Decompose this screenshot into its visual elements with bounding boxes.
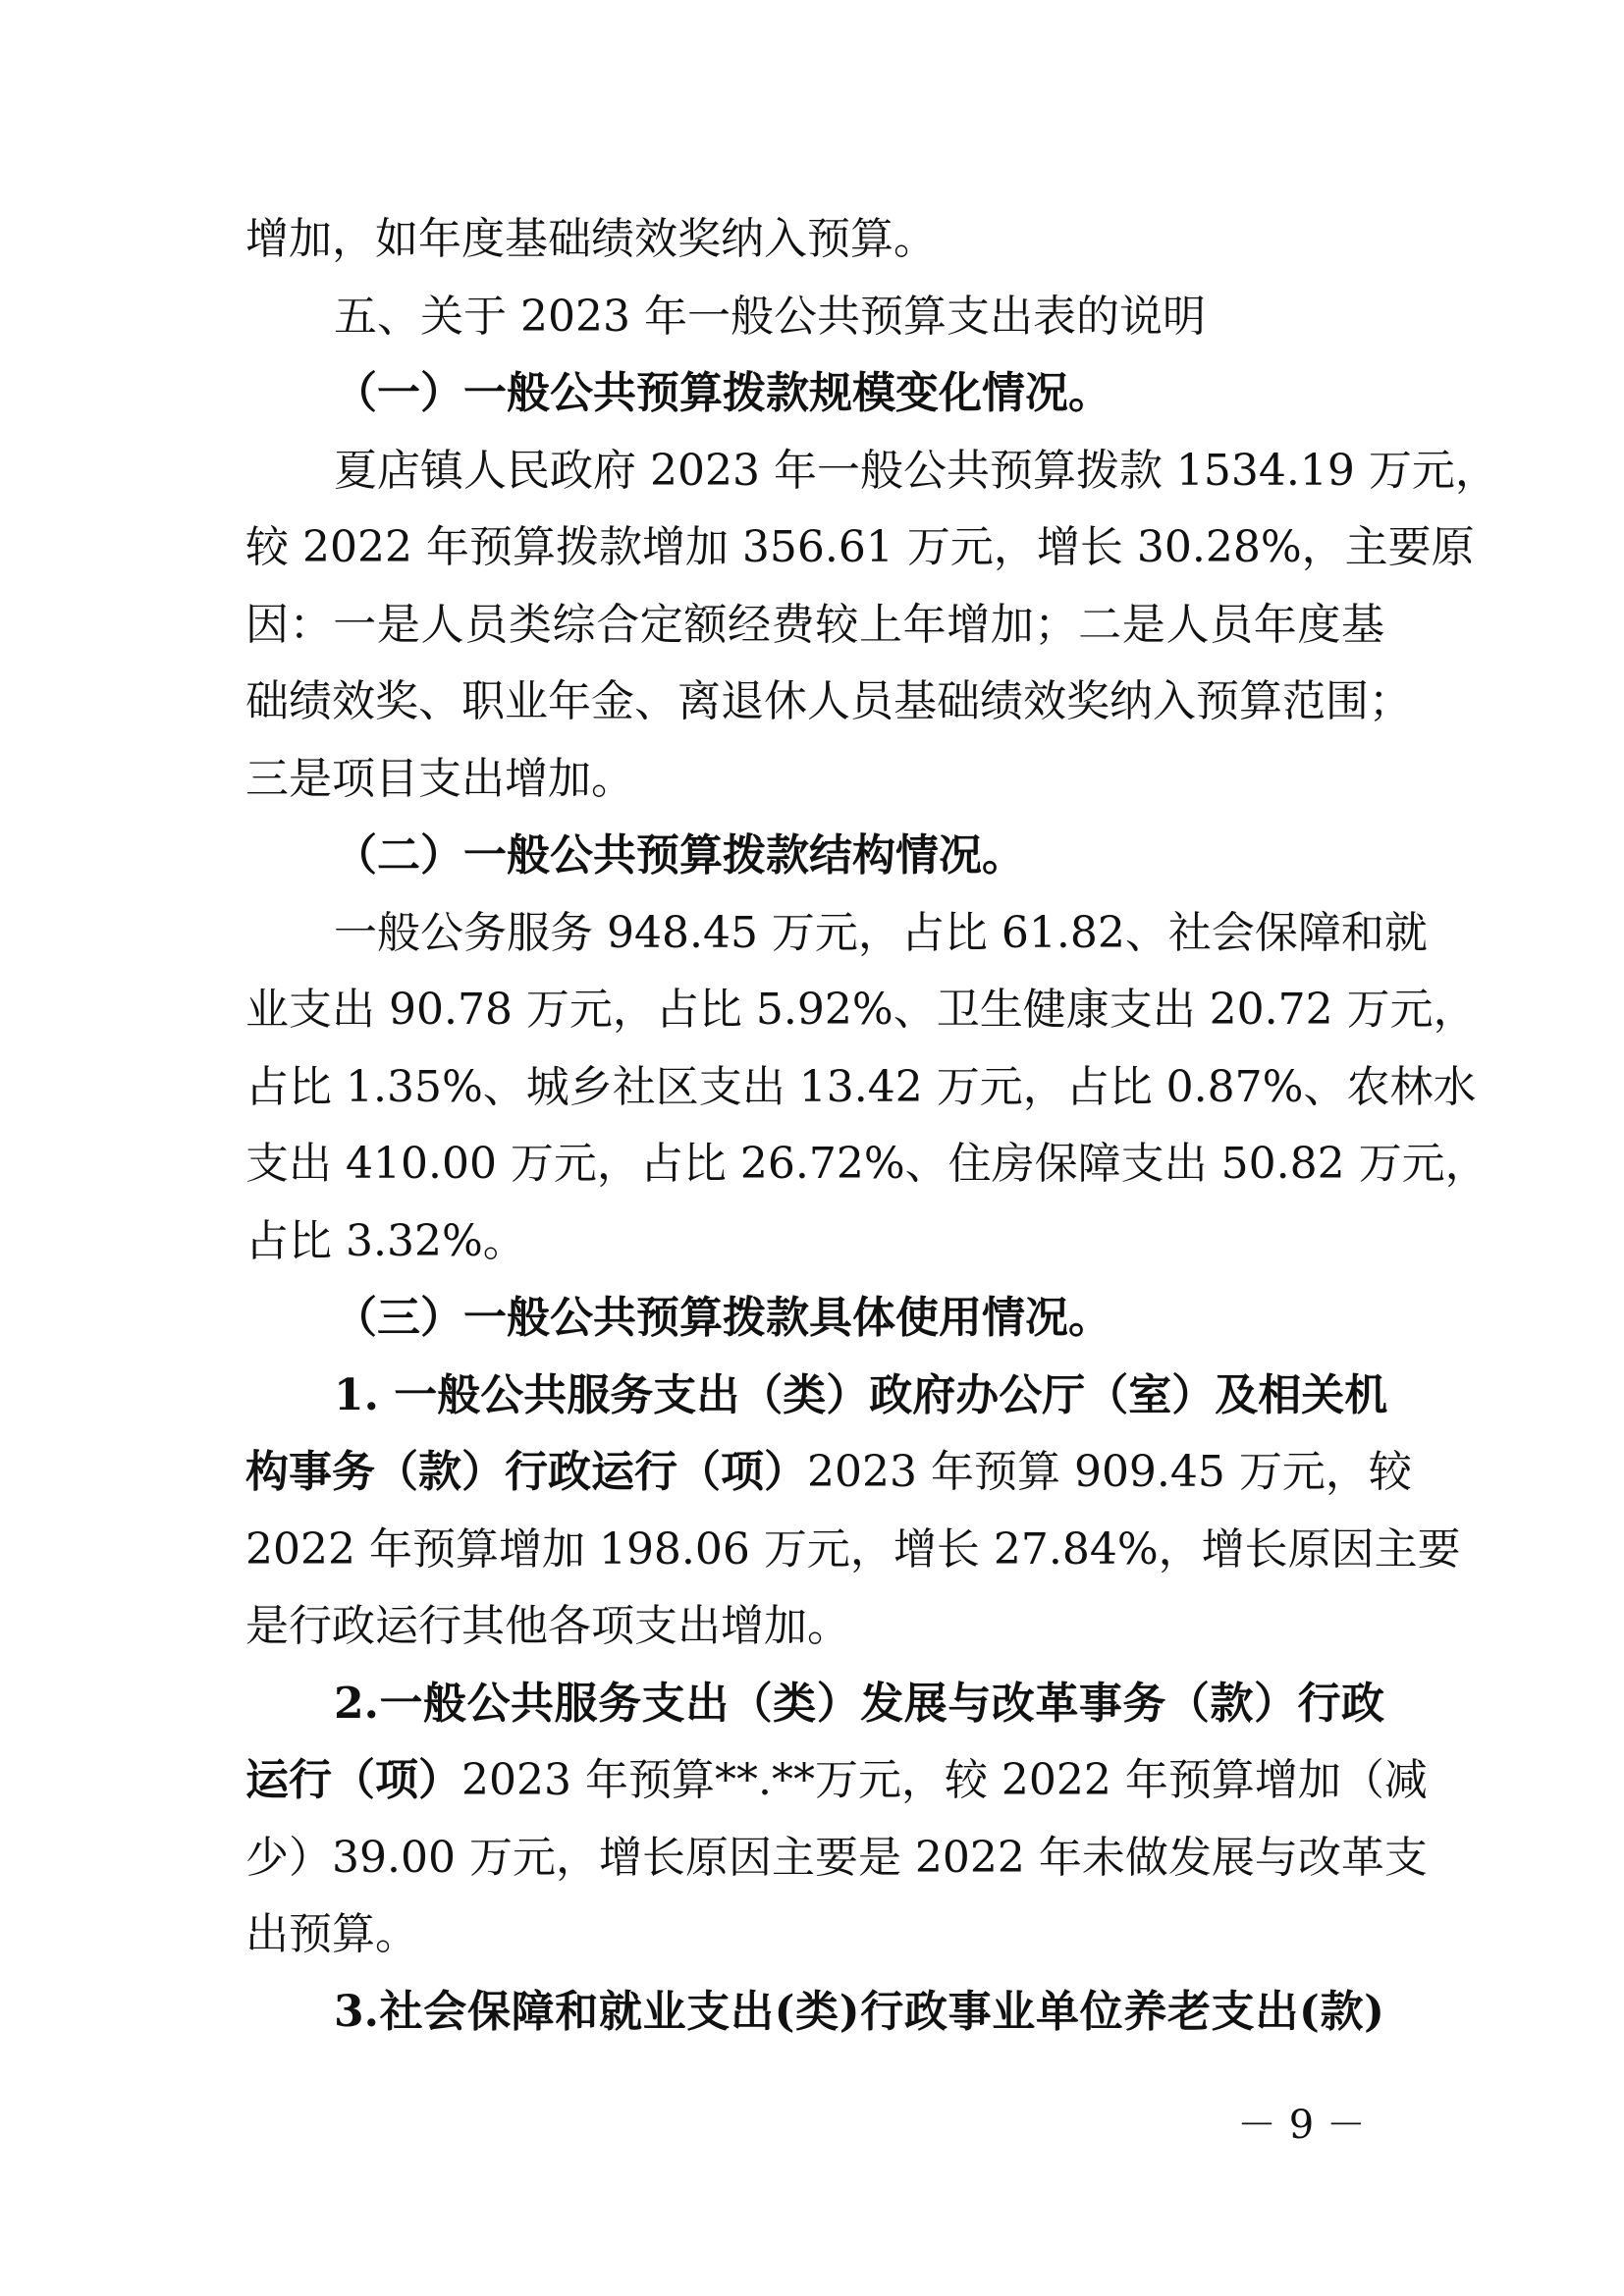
paragraph-line: 础绩效奖、职业年金、离退休人员基础绩效奖纳入预算范围； (245, 676, 1412, 726)
paragraph-line: 出预算。 (245, 1909, 418, 1959)
paragraph-line (245, 1742, 1428, 1820)
paragraph-line: 夏店镇人民政府 2023 年一般公共预算拨款 1534.19 万元， (334, 445, 1498, 496)
paragraph-line: 一般公务服务 948.45 万元，占比 61.82、社会保障和就 (334, 907, 1428, 958)
paragraph-line (245, 1434, 1412, 1512)
item-text: 2023 年预算**.**万元，较 2022 年预算增加（减 (461, 1755, 1428, 1805)
paragraph-line: 少）39.00 万元，增长原因主要是 2022 年未做发展与改革支 (245, 1832, 1428, 1883)
paragraph-line: 较 2022 年预算拨款增加 356.61 万元，增长 30.28%，主要原 (245, 522, 1475, 572)
page-number: － 9 － (1237, 2103, 1366, 2148)
item-heading-continuation: 运行（项） (245, 1755, 461, 1805)
paragraph-line: 因：一是人员类综合定额经费较上年增加；二是人员年度基 (245, 599, 1384, 650)
paragraph-line: 是行政运行其他各项支出增加。 (245, 1601, 850, 1651)
subsection-heading: （二）一般公共预算拨款结构情况。 (334, 830, 1025, 881)
subsection-heading: （一）一般公共预算拨款规模变化情况。 (334, 368, 1111, 418)
item-heading-line: 3.社会保障和就业支出(类)行政事业单位养老支出(款) (334, 1986, 1384, 2037)
paragraph-line: 三是项目支出增加。 (245, 753, 634, 804)
paragraph-line: 2022 年预算增加 198.06 万元，增长 27.84%，增长原因主要 (245, 1523, 1461, 1575)
paragraph-line: 占比 3.32%。 (245, 1215, 526, 1266)
item-text: 2023 年预算 909.45 万元，较 (807, 1447, 1412, 1497)
item-heading-continuation: 构事务（款）行政运行（项） (245, 1447, 807, 1497)
subsection-heading: （三）一般公共预算拨款具体使用情况。 (334, 1293, 1111, 1343)
paragraph-line: 支出 410.00 万元，占比 26.72%、住房保障支出 50.82 万元， (245, 1139, 1489, 1189)
paragraph-line: 增加，如年度基础绩效奖纳入预算。 (245, 214, 937, 264)
paragraph-line: 占比 1.35%、城乡社区支出 13.42 万元，占比 0.87%、农林水 (245, 1061, 1477, 1112)
item-heading-line: 1. 一般公共服务支出（类）政府办公厅（室）及相关机 (334, 1369, 1388, 1420)
paragraph-line: 业支出 90.78 万元，占比 5.92%、卫生健康支出 20.72 万元， (245, 985, 1477, 1035)
document-body (245, 201, 1498, 2051)
section-heading: 五、关于 2023 年一般公共预算支出表的说明 (334, 291, 1206, 342)
item-heading-line: 2.一般公共服务支出（类）发展与改革事务（款）行政 (334, 1678, 1384, 1729)
